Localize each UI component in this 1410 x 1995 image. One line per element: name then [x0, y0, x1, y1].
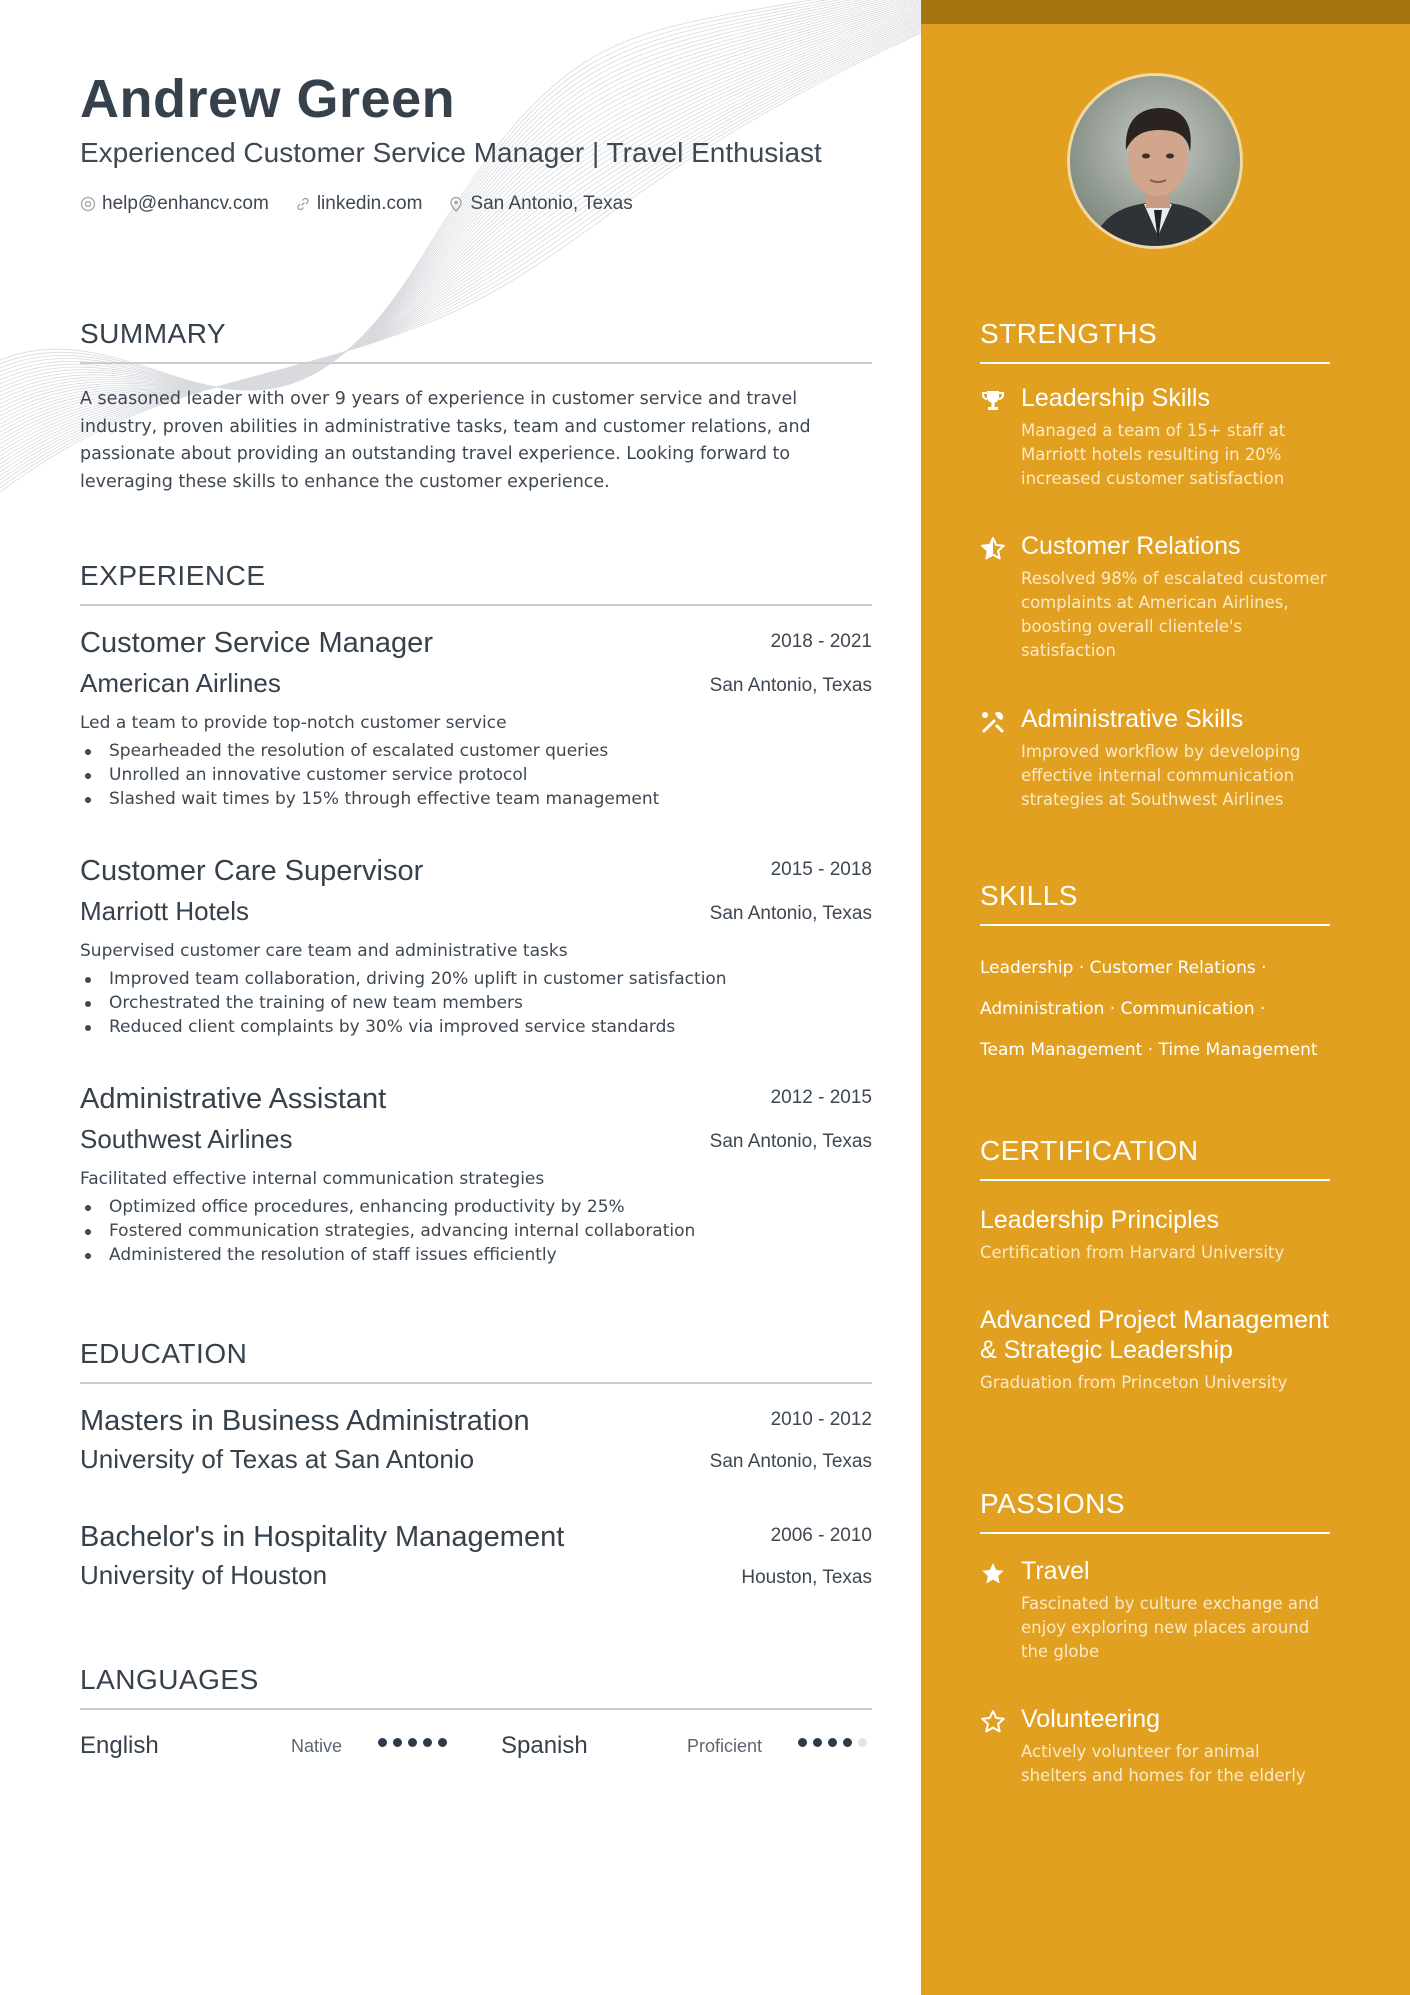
star-filled-icon: [980, 1561, 1006, 1587]
certification-description: Certification from Harvard University: [980, 1243, 1285, 1262]
certification-title: Leadership Principles: [980, 1206, 1220, 1234]
passion-item: [980, 1557, 1330, 1664]
school-name: University of Houston: [80, 1560, 328, 1590]
skills-line: Leadership · Customer Relations ·: [980, 958, 1267, 978]
education-dates: 2006 - 2010: [770, 1525, 872, 1546]
location-text: San Antonio, Texas: [470, 193, 633, 214]
headline: Experienced Customer Service Manager | Travel Enthusiast: [80, 137, 822, 168]
linkedin-text: linkedin.com: [316, 193, 423, 214]
rating-dot-filled: [813, 1738, 822, 1747]
experience-heading: EXPERIENCE: [80, 560, 872, 606]
strength-description: Resolved 98% of escalated customer complaints at American Airlines, boosting overall clientele's satisfaction: [1021, 569, 1327, 660]
education-dates: 2010 - 2012: [770, 1409, 872, 1430]
rating-dot-filled: [393, 1738, 402, 1747]
education-location: San Antonio, Texas: [709, 1451, 872, 1472]
strength-title: Administrative Skills: [1021, 705, 1244, 733]
job-bullets: [80, 739, 872, 811]
job-bullet: Fostered communication strategies, advancing internal collaboration: [80, 1219, 872, 1243]
strength-title: Customer Relations: [1021, 532, 1241, 560]
strength-item: [980, 384, 1330, 491]
star-outline-icon: [980, 1709, 1006, 1735]
job-bullet: Orchestrated the training of new team members: [80, 991, 872, 1015]
summary-text: A seasoned leader with over 9 years of experience in customer service and travel industry, proven abilities in administrative tasks, team and customer relations, and passionate about providing an outstanding travel experience. Looking forward to leveraging these skills to enhance the customer experience.: [80, 389, 811, 492]
languages-row: [80, 1728, 872, 1764]
email-text: help@enhancv.com: [102, 193, 269, 214]
degree-title: Masters in Business Administration: [80, 1405, 530, 1437]
star-half-icon: [980, 536, 1006, 562]
job-title: Customer Service Manager: [80, 627, 433, 659]
profile-photo: [1067, 73, 1243, 249]
job-company: Southwest Airlines: [80, 1124, 293, 1154]
language-name: English: [80, 1732, 159, 1759]
skills-line: Team Management · Time Management: [980, 1040, 1318, 1060]
sidebar-top-bar: [921, 0, 1410, 24]
job-entry: [80, 627, 872, 811]
passion-title: Volunteering: [1021, 1705, 1161, 1733]
rating-dot-filled: [828, 1738, 837, 1747]
strength-item: [980, 532, 1330, 663]
job-bullet: Improved team collaboration, driving 20% uplift in customer satisfaction: [80, 967, 872, 991]
strength-item: [980, 705, 1330, 812]
rating-dot-empty: [858, 1738, 867, 1747]
link-icon: [295, 196, 311, 212]
location-contact: [448, 193, 632, 215]
job-bullet: Reduced client complaints by 30% via improved service standards: [80, 1015, 872, 1039]
language-rating: [798, 1738, 867, 1747]
education-heading: EDUCATION: [80, 1338, 872, 1384]
skills-heading: SKILLS: [980, 880, 1330, 926]
job-location: San Antonio, Texas: [709, 903, 872, 924]
language-rating: [378, 1738, 447, 1747]
certification-item: [980, 1305, 1330, 1392]
certification-title: Advanced Project Management & Strategic Leadership: [980, 1306, 1329, 1364]
passions-heading: PASSIONS: [980, 1488, 1330, 1534]
rating-dot-filled: [378, 1738, 387, 1747]
passion-title: Travel: [1021, 1557, 1090, 1585]
job-location: San Antonio, Texas: [709, 1131, 872, 1152]
job-description: Led a team to provide top-notch customer service: [80, 713, 507, 733]
job-entry: [80, 1083, 872, 1267]
sidebar: [921, 0, 1410, 1995]
job-bullet: Spearheaded the resolution of escalated customer queries: [80, 739, 872, 763]
strength-title: Leadership Skills: [1021, 384, 1210, 412]
languages-heading: LANGUAGES: [80, 1664, 872, 1710]
job-bullet: Administered the resolution of staff issues efficiently: [80, 1243, 872, 1267]
certification-item: [980, 1205, 1330, 1262]
job-bullets: [80, 1195, 872, 1267]
certification-heading: CERTIFICATION: [980, 1135, 1330, 1181]
strength-description: Managed a team of 15+ staff at Marriott hotels resulting in 20% increased customer satisfaction: [1021, 421, 1286, 488]
tools-icon: [980, 709, 1006, 735]
strength-description: Improved workflow by developing effective internal communication strategies at Southwest Airlines: [1021, 742, 1301, 809]
rating-dot-filled: [438, 1738, 447, 1747]
language-name: Spanish: [501, 1732, 588, 1759]
education-entry: [80, 1521, 872, 1591]
language-level: Proficient: [687, 1736, 763, 1756]
at-icon: [80, 196, 96, 212]
job-bullet: Optimized office procedures, enhancing productivity by 25%: [80, 1195, 872, 1219]
degree-title: Bachelor's in Hospitality Management: [80, 1521, 565, 1553]
language-level: Native: [291, 1736, 343, 1756]
rating-dot-filled: [843, 1738, 852, 1747]
job-description: Facilitated effective internal communication strategies: [80, 1169, 545, 1189]
rating-dot-filled: [408, 1738, 417, 1747]
job-description: Supervised customer care team and administrative tasks: [80, 941, 568, 961]
strengths-heading: STRENGTHS: [980, 318, 1330, 364]
school-name: University of Texas at San Antonio: [80, 1444, 475, 1474]
education-entry: [80, 1405, 872, 1475]
passion-item: [980, 1705, 1330, 1788]
skills-line: Administration · Communication ·: [980, 999, 1266, 1019]
job-location: San Antonio, Texas: [709, 675, 872, 696]
job-dates: 2018 - 2021: [770, 631, 872, 652]
passion-description: Fascinated by culture exchange and enjoy exploring new places around the globe: [1021, 1594, 1319, 1661]
job-company: American Airlines: [80, 668, 281, 698]
job-title: Customer Care Supervisor: [80, 855, 424, 887]
education-location: Houston, Texas: [741, 1567, 872, 1588]
location-pin-icon: [448, 196, 464, 212]
skills-list: [980, 948, 1340, 1071]
email-contact[interactable]: [80, 193, 269, 215]
candidate-name: Andrew Green: [80, 69, 456, 129]
linkedin-contact[interactable]: [295, 193, 423, 215]
passion-description: Actively volunteer for animal shelters and homes for the elderly: [1021, 1742, 1306, 1785]
portrait-image: [1070, 76, 1243, 249]
job-bullet: Unrolled an innovative customer service protocol: [80, 763, 872, 787]
job-bullets: [80, 967, 872, 1039]
summary-heading: SUMMARY: [80, 318, 872, 364]
job-company: Marriott Hotels: [80, 896, 250, 926]
job-dates: 2012 - 2015: [770, 1087, 872, 1108]
job-bullet: Slashed wait times by 15% through effective team management: [80, 787, 872, 811]
job-title: Administrative Assistant: [80, 1083, 387, 1115]
rating-dot-filled: [423, 1738, 432, 1747]
rating-dot-filled: [798, 1738, 807, 1747]
contact-row: [80, 193, 633, 215]
certification-description: Graduation from Princeton University: [980, 1373, 1288, 1392]
job-entry: [80, 855, 872, 1039]
trophy-icon: [980, 388, 1006, 414]
job-dates: 2015 - 2018: [770, 859, 872, 880]
